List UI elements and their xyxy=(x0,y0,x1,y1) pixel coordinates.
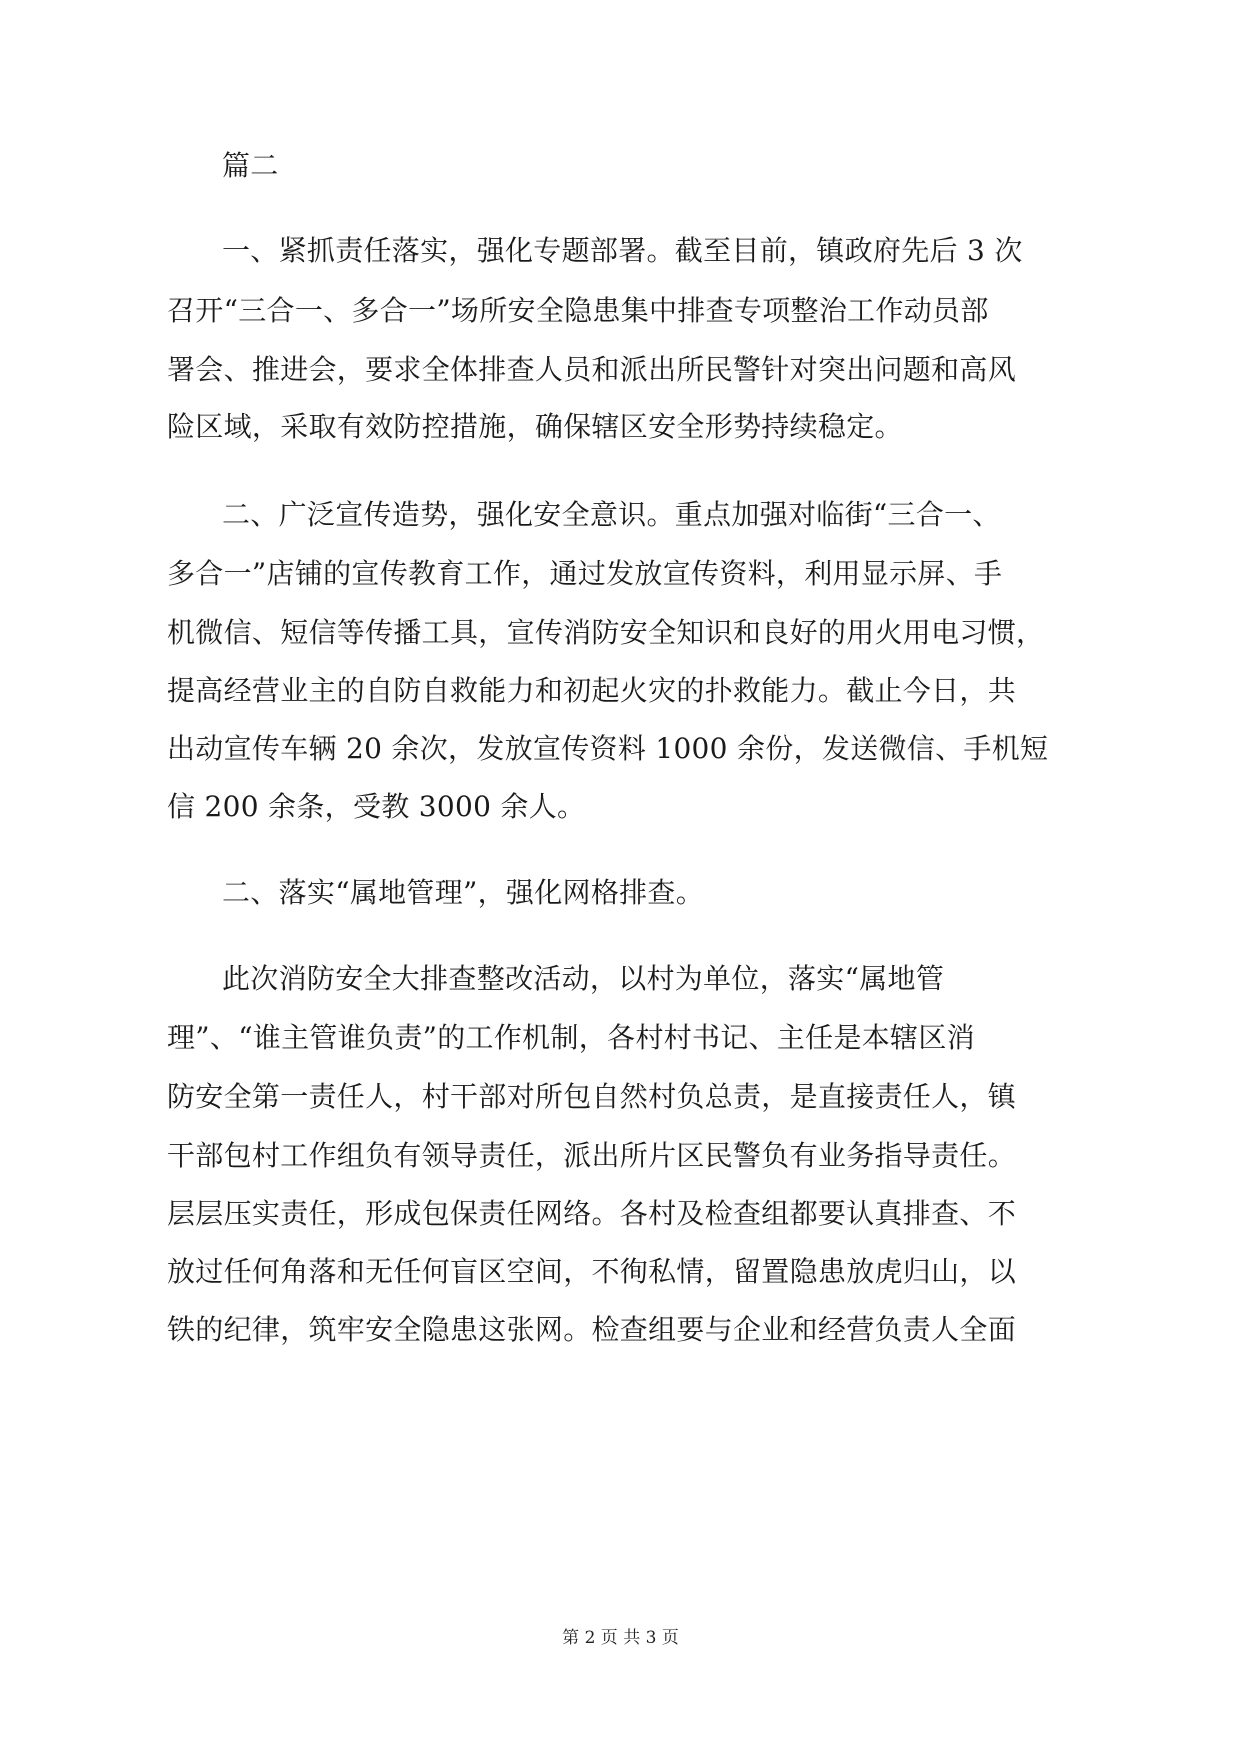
paragraph-line: 提高经营业主的自防自救能力和初起火灾的扑救能力。截止今日，共 xyxy=(167,674,1017,707)
paragraph-line: 机微信、短信等传播工具，宣传消防安全知识和良好的用火用电习惯， xyxy=(167,616,1045,649)
paragraph-line: 险区域，采取有效防控措施，确保辖区安全形势持续稳定。 xyxy=(167,410,903,443)
paragraph-line: 铁的纪律，筑牢安全隐患这张网。检查组要与企业和经营负责人全面 xyxy=(167,1313,1017,1346)
section-heading: 篇二 xyxy=(222,149,279,182)
paragraph-line: 理”、“谁主管谁负责”的工作机制，各村村书记、主任是本辖区消 xyxy=(167,1021,975,1054)
page-number-footer: 第 2 页 共 3 页 xyxy=(562,1628,679,1648)
paragraph-line: 署会、推进会，要求全体排查人员和派出所民警针对突出问题和高风 xyxy=(167,353,1017,386)
paragraph-line: 此次消防安全大排查整改活动，以村为单位，落实“属地管 xyxy=(222,962,945,995)
paragraph-line: 二、广泛宣传造势，强化安全意识。重点加强对临街“三合一、 xyxy=(222,498,1001,531)
section-subheading: 二、落实“属地管理”，强化网格排查。 xyxy=(222,876,705,909)
paragraph-line: 防安全第一责任人，村干部对所包自然村负总责，是直接责任人，镇 xyxy=(167,1080,1017,1113)
paragraph-line: 多合一”店铺的宣传教育工作，通过发放宣传资料，利用显示屏、手 xyxy=(167,557,1003,590)
paragraph-line: 出动宣传车辆 20 余次，发放宣传资料 1000 余份，发送微信、手机短 xyxy=(167,732,1049,765)
paragraph-line: 放过任何角落和无任何盲区空间，不徇私情，留置隐患放虎归山，以 xyxy=(167,1255,1017,1288)
paragraph-line: 召开“三合一、多合一”场所安全隐患集中排查专项整治工作动员部 xyxy=(167,294,989,327)
paragraph-line: 信 200 余条，受教 3000 余人。 xyxy=(167,790,586,823)
paragraph-line: 层层压实责任，形成包保责任网络。各村及检查组都要认真排查、不 xyxy=(167,1197,1017,1230)
paragraph-line: 一、紧抓责任落实，强化专题部署。截至目前，镇政府先后 3 次 xyxy=(222,234,1023,267)
paragraph-line: 干部包村工作组负有领导责任，派出所片区民警负有业务指导责任。 xyxy=(167,1139,1017,1172)
